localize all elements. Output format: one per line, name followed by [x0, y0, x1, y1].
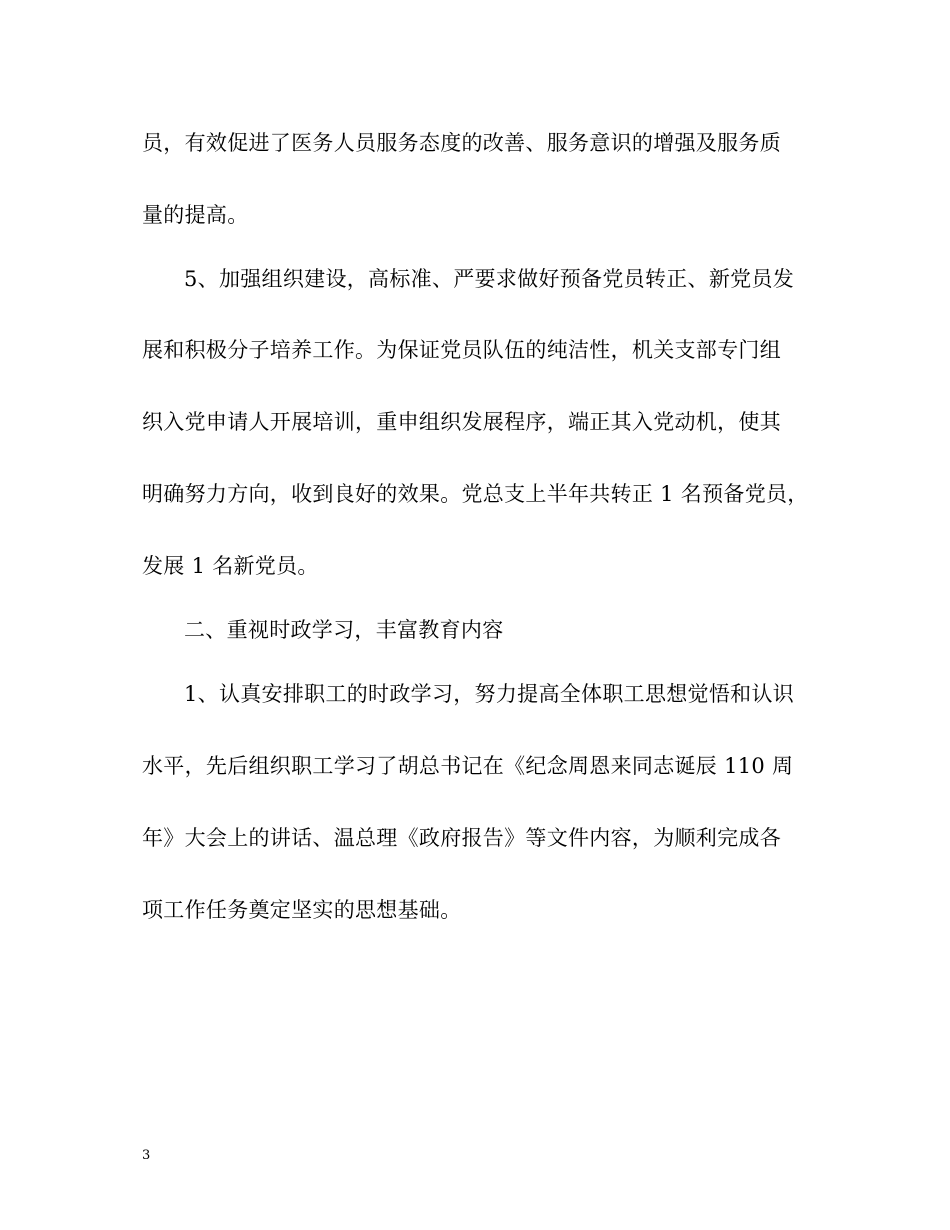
section-item-heading: 1、认真安排职工的时政学习，努力提高全体职工思想觉悟和认识 — [184, 682, 795, 706]
page-number: 3 — [142, 1148, 151, 1163]
body-text-line: 织入党申请人开展培训，重申组织发展程序，端正其入党动机，使其 — [142, 410, 781, 434]
body-text-line: 展和积极分子培养工作。为保证党员队伍的纯洁性，机关支部专门组 — [142, 338, 781, 362]
body-text-line: 年》大会上的讲话、温总理《政府报告》等文件内容，为顺利完成各 — [142, 826, 781, 850]
body-text-line: 明确努力方向，收到良好的效果。党总支上半年共转正 1 名预备党员， — [142, 482, 809, 506]
section-item-heading: 5、加强组织建设，高标准、严要求做好预备党员转正、新党员发 — [184, 267, 795, 291]
body-text-line: 发展 1 名新党员。 — [142, 554, 319, 578]
body-text-line: 量的提高。 — [142, 203, 249, 227]
body-text-line: 项工作任务奠定坚实的思想基础。 — [142, 898, 462, 922]
section-heading: 二、重视时政学习，丰富教育内容 — [184, 618, 504, 642]
body-text-line: 水平，先后组织职工学习了胡总书记在《纪念周恩来同志诞辰 110 周 — [142, 754, 794, 778]
body-text-line: 员，有效促进了医务人员服务态度的改善、服务意识的增强及服务质 — [142, 131, 781, 155]
